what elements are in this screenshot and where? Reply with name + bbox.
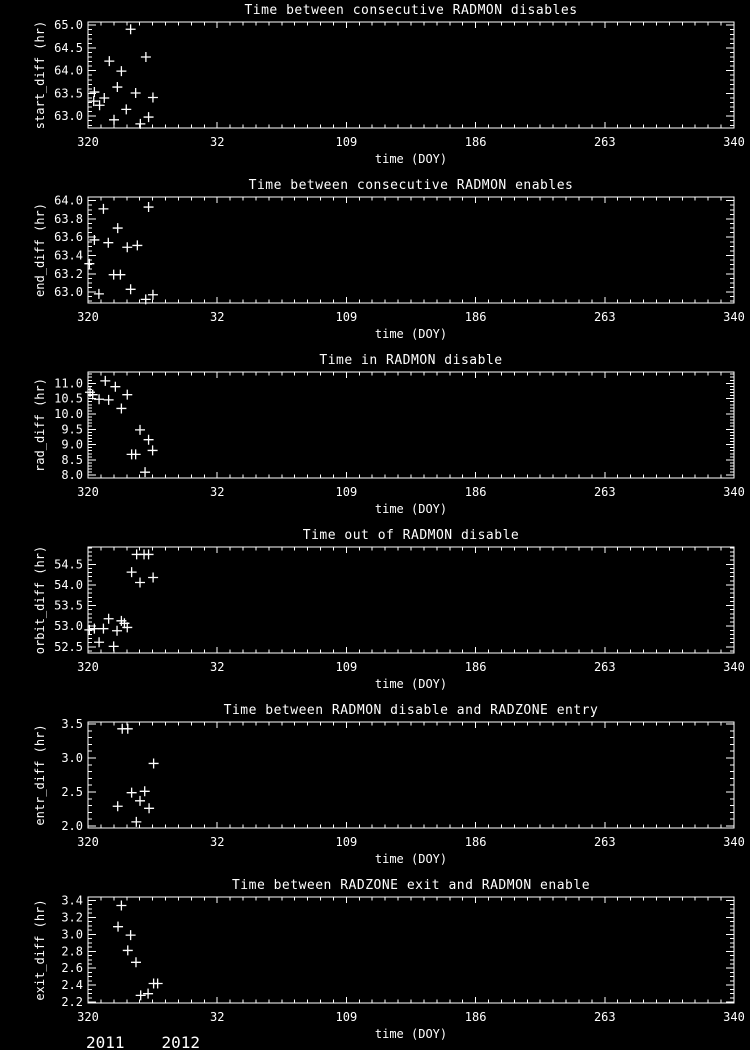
data-point-plus-marker [113, 801, 123, 811]
x-tick-label: 320 [77, 660, 99, 674]
plot-frame [88, 897, 734, 1003]
y-tick-label: 3.0 [61, 751, 83, 766]
plot-frame [88, 722, 734, 828]
data-point-plus-marker [116, 403, 126, 413]
x-tick-label: 32 [209, 835, 225, 849]
data-point-plus-marker [89, 624, 99, 634]
subplot-orbit_diff [33, 528, 745, 691]
y-tick-label: 63.5 [54, 86, 83, 101]
data-point-plus-marker [94, 394, 104, 404]
x-tick-label: 263 [593, 1010, 616, 1024]
data-point-plus-marker [99, 93, 109, 103]
x-tick-label: 109 [335, 1010, 358, 1024]
x-tick-label: 186 [464, 835, 487, 849]
x-tick-label: 263 [593, 135, 616, 149]
x-tick-label: 186 [464, 1010, 487, 1024]
data-point-plus-marker [122, 242, 132, 252]
y-tick-label: 3.4 [61, 893, 83, 908]
x-tick-label: 186 [464, 660, 487, 674]
x-tick-label: 320 [77, 835, 99, 849]
data-point-plus-marker [104, 614, 114, 624]
data-point-plus-marker [148, 445, 158, 455]
y-axis-label: start_diff (hr) [33, 20, 47, 130]
y-tick-label: 10.0 [54, 406, 83, 421]
data-point-plus-marker [110, 382, 120, 392]
data-point-plus-marker [135, 119, 145, 129]
y-tick-label: 63.2 [54, 266, 83, 281]
plot-title: Time between RADZONE exit and RADMON enable [231, 878, 591, 893]
data-point-plus-marker [98, 204, 108, 214]
data-point-plus-marker [112, 626, 122, 636]
y-tick-label: 64.0 [54, 193, 83, 208]
y-tick-label: 8.0 [61, 468, 83, 483]
y-tick-label: 53.5 [54, 598, 83, 613]
y-tick-label: 3.0 [61, 927, 83, 942]
data-point-plus-marker [98, 624, 108, 634]
data-point-plus-marker [135, 425, 145, 435]
year-label-2011: 2011 [86, 1033, 125, 1050]
x-tick-label: 263 [593, 485, 616, 499]
data-point-plus-marker [144, 549, 154, 559]
data-point-plus-marker [85, 387, 95, 397]
data-point-plus-marker [103, 238, 113, 248]
data-point-plus-marker [104, 56, 114, 66]
data-point-plus-marker [136, 990, 146, 1000]
data-point-plus-marker [143, 989, 153, 999]
x-axis-label: time (DOY) [374, 502, 448, 516]
x-axis-label: time (DOY) [374, 152, 448, 166]
y-tick-label: 11.0 [54, 376, 83, 391]
y-tick-label: 54.5 [54, 557, 83, 572]
y-tick-label: 63.4 [54, 248, 83, 263]
y-tick-label: 52.5 [54, 639, 83, 654]
x-tick-label: 32 [209, 660, 225, 674]
y-tick-label: 63.0 [54, 285, 83, 300]
x-tick-label: 340 [723, 135, 745, 149]
x-tick-label: 340 [723, 660, 745, 674]
data-point-plus-marker [135, 577, 145, 587]
plot-title: Time in RADMON disable [319, 353, 503, 368]
y-tick-label: 8.5 [61, 452, 83, 467]
x-tick-label: 109 [335, 835, 358, 849]
y-tick-label: 2.5 [61, 784, 83, 799]
y-tick-label: 9.0 [61, 437, 83, 452]
y-tick-label: 63.8 [54, 211, 83, 226]
y-tick-label: 54.0 [54, 577, 83, 592]
x-tick-label: 32 [209, 135, 225, 149]
x-tick-label: 340 [723, 310, 745, 324]
data-point-plus-marker [148, 290, 158, 300]
data-point-plus-marker [140, 786, 150, 796]
y-axis-label: exit_diff (hr) [33, 899, 47, 1001]
x-tick-label: 340 [723, 835, 745, 849]
x-tick-label: 320 [77, 485, 99, 499]
data-point-plus-marker [126, 284, 136, 294]
data-point-plus-marker [144, 803, 154, 813]
y-tick-label: 63.0 [54, 109, 83, 124]
data-point-plus-marker [113, 922, 123, 932]
x-tick-label: 320 [77, 310, 99, 324]
subplot-start_diff [33, 3, 745, 166]
y-tick-label: 63.6 [54, 230, 83, 245]
x-tick-label: 109 [335, 310, 358, 324]
x-tick-label: 263 [593, 660, 616, 674]
plot-frame [88, 22, 734, 128]
plot-title: Time between consecutive RADMON disables [244, 3, 578, 18]
y-tick-label: 2.8 [61, 944, 83, 959]
data-point-plus-marker [115, 270, 125, 280]
x-tick-label: 320 [77, 1010, 99, 1024]
data-point-plus-marker [126, 24, 136, 34]
x-tick-label: 320 [77, 135, 99, 149]
x-axis-label: time (DOY) [374, 852, 448, 866]
x-tick-label: 340 [723, 1010, 745, 1024]
year-label-2012: 2012 [161, 1033, 201, 1050]
data-point-plus-marker [149, 758, 159, 768]
x-axis-label: time (DOY) [374, 677, 448, 691]
data-point-plus-marker [94, 637, 104, 647]
x-tick-label: 109 [335, 135, 358, 149]
y-axis-label: end_diff (hr) [33, 203, 47, 297]
data-point-plus-marker [126, 930, 136, 940]
subplot-entr_diff [33, 703, 745, 866]
data-point-plus-marker [84, 259, 94, 269]
y-tick-label: 64.0 [54, 63, 83, 78]
y-tick-label: 64.5 [54, 40, 83, 55]
y-tick-label: 9.5 [61, 422, 83, 437]
data-point-plus-marker [109, 641, 119, 651]
data-point-plus-marker [109, 115, 119, 125]
x-tick-label: 186 [464, 135, 487, 149]
data-point-plus-marker [123, 724, 133, 734]
data-point-plus-marker [89, 235, 99, 245]
x-tick-label: 109 [335, 485, 358, 499]
data-point-plus-marker [116, 66, 126, 76]
data-point-plus-marker [131, 88, 141, 98]
plot-frame [88, 547, 734, 653]
y-tick-label: 2.6 [61, 961, 83, 976]
y-tick-label: 3.2 [61, 910, 83, 925]
data-point-plus-marker [122, 390, 132, 400]
x-tick-label: 32 [209, 1010, 225, 1024]
data-point-plus-marker [100, 376, 110, 386]
data-point-plus-marker [112, 82, 122, 92]
data-point-plus-marker [104, 395, 114, 405]
subplot-exit_diff [33, 878, 745, 1041]
x-tick-label: 186 [464, 485, 487, 499]
subplot-rad_diff [33, 353, 745, 516]
y-tick-label: 53.0 [54, 619, 83, 634]
data-point-plus-marker [144, 435, 154, 445]
plot-frame [88, 197, 734, 303]
y-tick-label: 3.5 [61, 717, 83, 732]
x-tick-label: 32 [209, 310, 225, 324]
data-point-plus-marker [140, 467, 150, 477]
y-tick-label: 2.4 [61, 978, 83, 993]
y-axis-label: entr_diff (hr) [33, 724, 47, 826]
data-point-plus-marker [123, 945, 133, 955]
data-point-plus-marker [113, 223, 123, 233]
data-point-plus-marker [148, 573, 158, 583]
x-axis-label: time (DOY) [374, 1027, 448, 1041]
data-point-plus-marker [131, 957, 141, 967]
data-point-plus-marker [94, 289, 104, 299]
x-tick-label: 263 [593, 835, 616, 849]
data-point-plus-marker [127, 567, 137, 577]
y-tick-label: 10.5 [54, 391, 83, 406]
data-point-plus-marker [144, 202, 154, 212]
x-tick-label: 109 [335, 660, 358, 674]
plot-frame [88, 372, 734, 478]
y-tick-label: 65.0 [54, 18, 83, 33]
data-point-plus-marker [141, 52, 151, 62]
data-point-plus-marker [132, 240, 142, 250]
data-point-plus-marker [116, 900, 126, 910]
x-tick-label: 340 [723, 485, 745, 499]
data-point-plus-marker [127, 788, 137, 798]
x-tick-label: 32 [209, 485, 225, 499]
data-point-plus-marker [135, 796, 145, 806]
y-tick-label: 2.0 [61, 818, 83, 833]
data-point-plus-marker [121, 104, 131, 114]
y-tick-label: 2.2 [61, 995, 83, 1010]
y-axis-label: rad_diff (hr) [33, 378, 47, 472]
plot-title: Time out of RADMON disable [302, 528, 520, 543]
x-tick-label: 263 [593, 310, 616, 324]
x-tick-label: 186 [464, 310, 487, 324]
data-point-plus-marker [148, 93, 158, 103]
plot-title: Time between consecutive RADMON enables [248, 178, 574, 193]
subplot-end_diff [33, 178, 745, 341]
plot-title: Time between RADMON disable and RADZONE entry [223, 703, 599, 718]
y-axis-label: orbit_diff (hr) [33, 545, 47, 655]
data-point-plus-marker [144, 112, 154, 122]
x-axis-label: time (DOY) [374, 327, 448, 341]
